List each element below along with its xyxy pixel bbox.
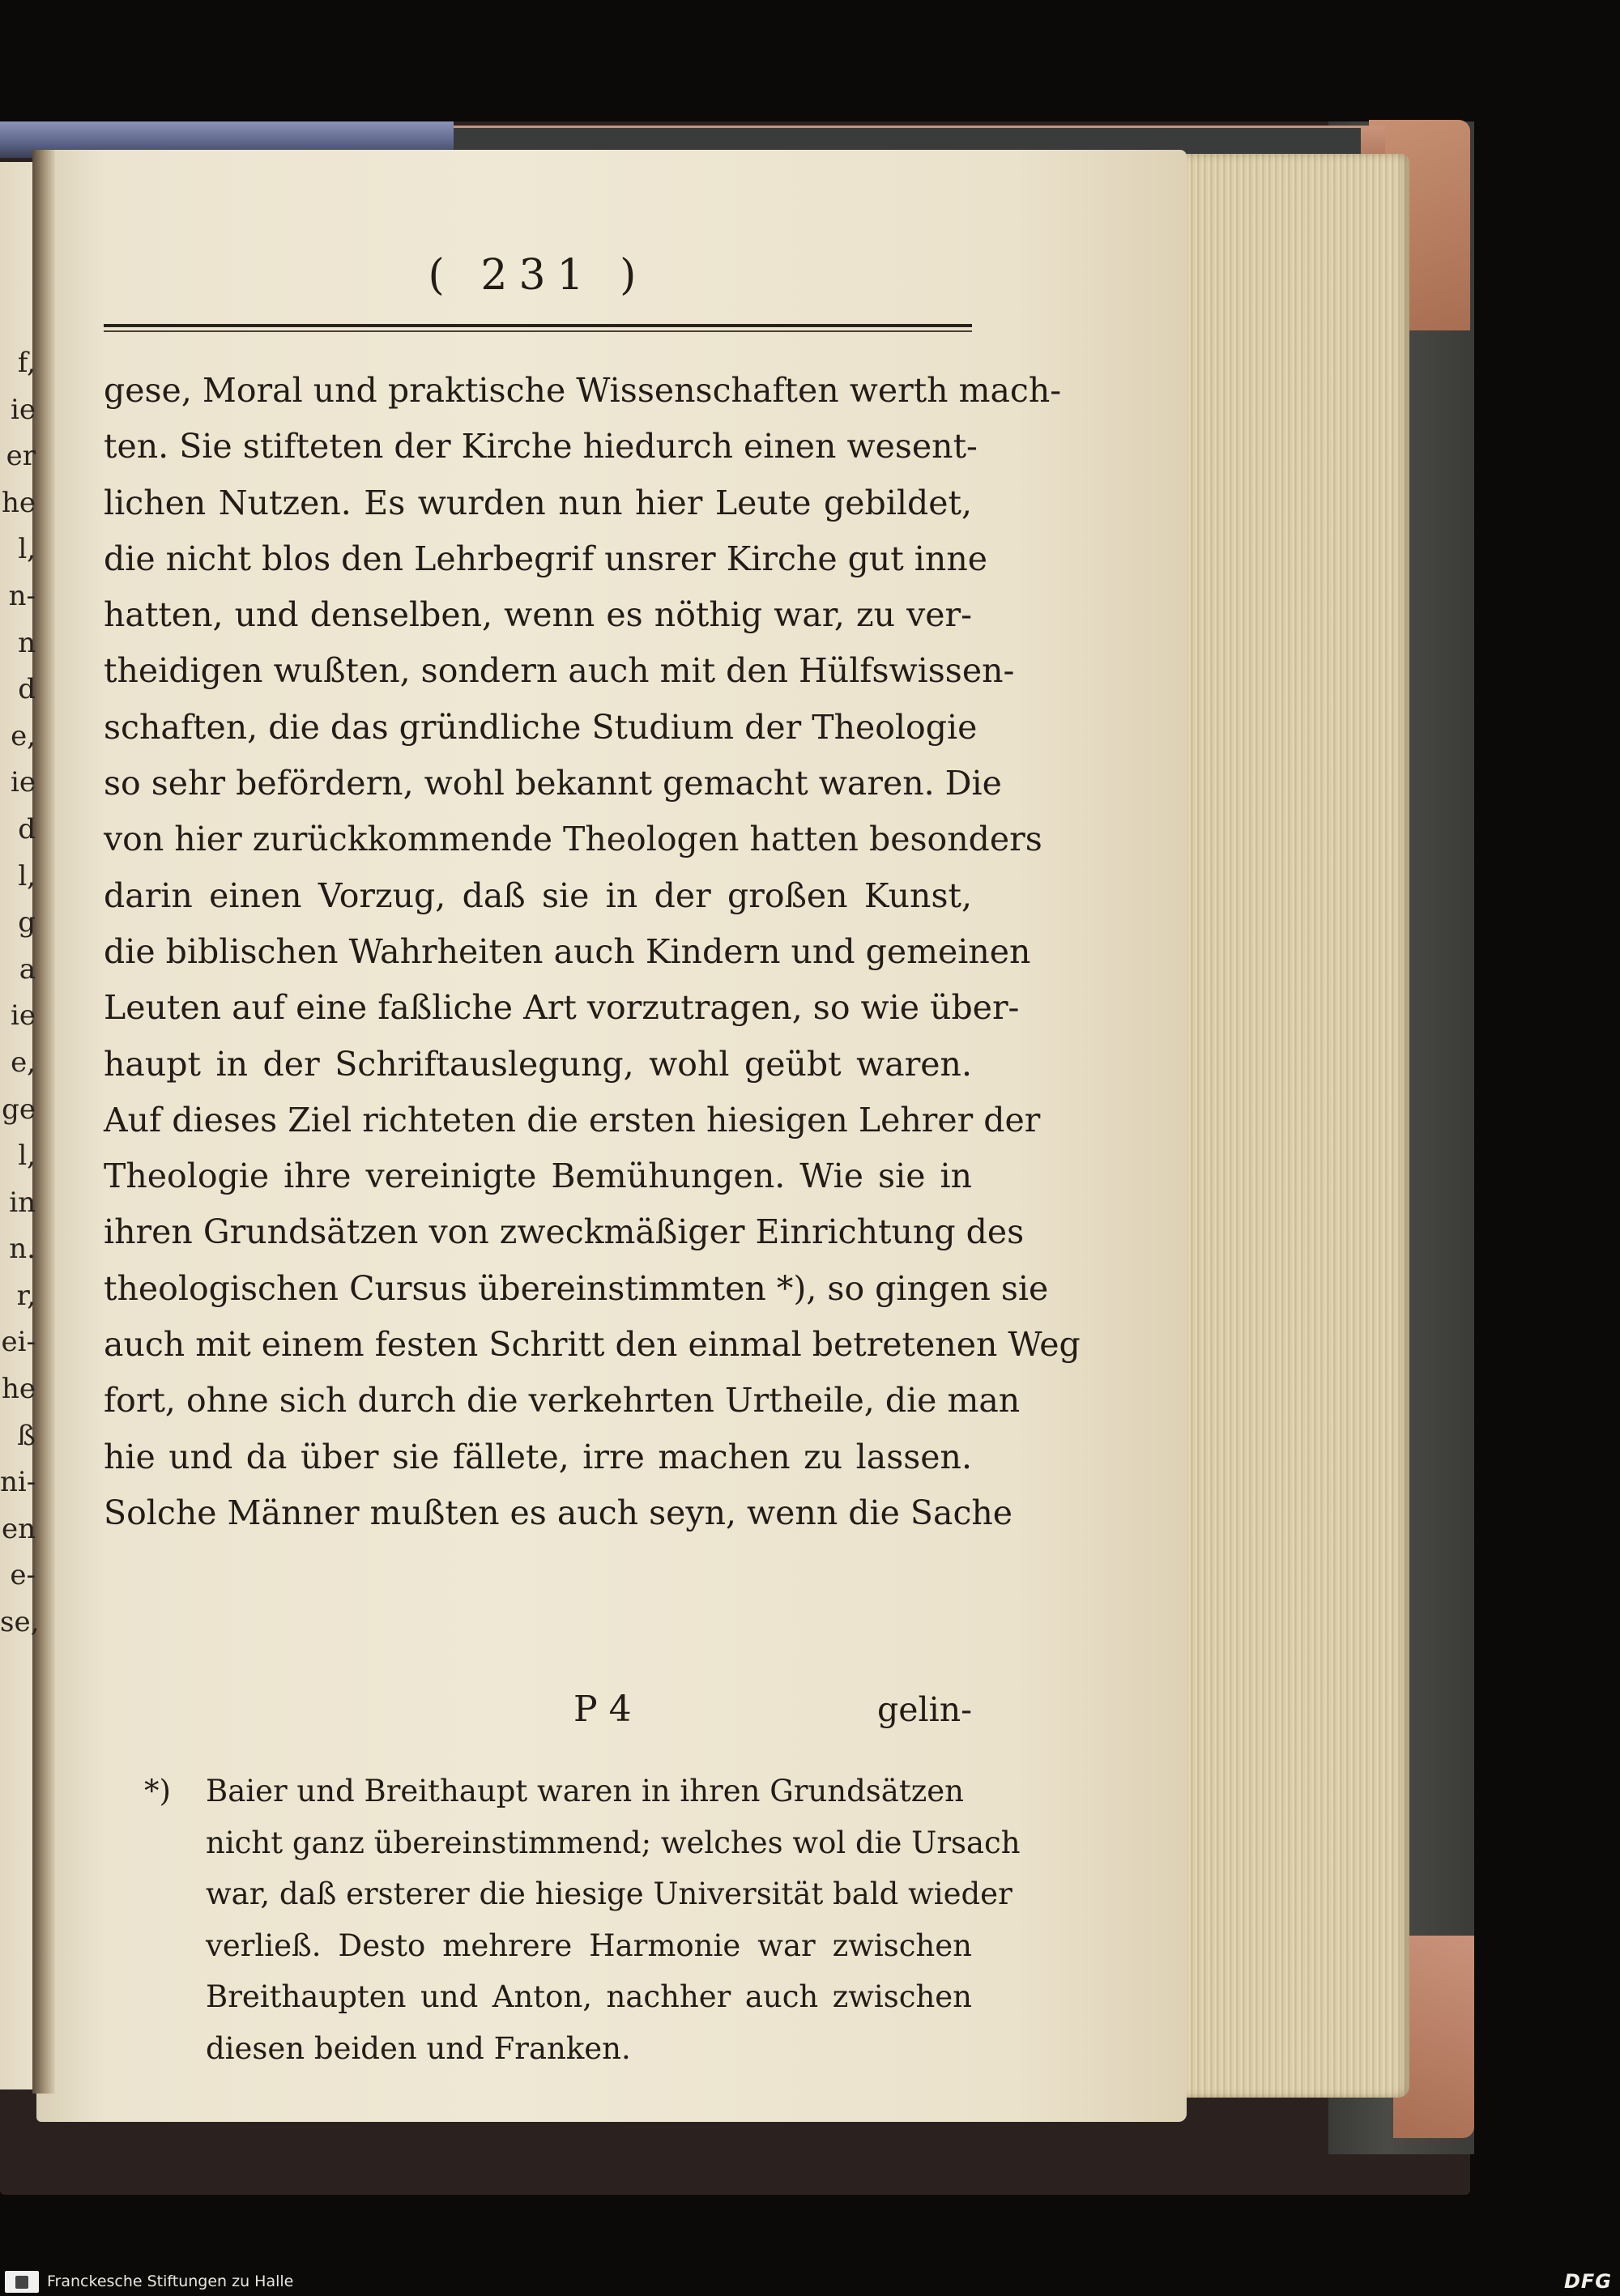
text-line: Auf dieses Ziel richteten die ersten hiesigen Lehrer der (104, 1100, 1041, 1139)
text-line: theidigen wußten, sondern auch mit den Hülfswissen- (104, 651, 1015, 691)
viewer-footer (0, 2268, 1620, 2296)
text-line: ihren Grundsätzen von zweckmäßiger Einrichtung des (104, 1212, 1025, 1252)
left-page-fragment: er (6, 440, 36, 473)
left-page-fragment: e- (10, 1559, 36, 1592)
footnote-line (144, 1766, 972, 1817)
left-page-fragment: e, (11, 1046, 36, 1079)
text-line: haupt in der Schriftauslegung, wohl geübt waren. (104, 1044, 972, 1084)
left-page-fragment: en (1, 1512, 36, 1545)
left-page-fragment: ie (11, 766, 36, 799)
left-page-fragment: l, (18, 859, 36, 892)
left-page-fragment: f, (17, 347, 36, 379)
left-page-fragment: he (1, 1373, 36, 1406)
left-page-fragment: n. (9, 1233, 36, 1266)
left-page-fragment: ß (17, 1419, 36, 1452)
left-page-fragment: l, (18, 533, 36, 566)
text-line: hie und da über sie fällete, irre machen zu lassen. (104, 1437, 972, 1476)
left-page-fragment: d (18, 673, 36, 706)
text-line: die nicht blos den Lehrbegrif unsrer Kirche gut inne (104, 539, 987, 578)
text-line: auch mit einem festen Schritt den einmal betretenen Weg (104, 1325, 1081, 1365)
left-page-fragment: ni- (0, 1466, 36, 1499)
text-line: von hier zurückkommende Theologen hatten besonders (104, 820, 1042, 859)
left-page-fragment: a (19, 952, 36, 986)
left-page-fragment: ie (11, 393, 36, 426)
text-line: so sehr befördern, wohl bekannt gemacht waren. Die (104, 764, 1002, 803)
text-line: schaften, die das gründliche Studium der Theologie (104, 707, 978, 747)
text-line: fort, ohne sich durch die verkehrten Urtheile, die man (104, 1381, 1021, 1421)
text-line: ten. Sie stifteten der Kirche hiedurch einen wesent- (104, 427, 978, 466)
footnote-line: Breithaupten und Anton, nachher auch zwischen (206, 1979, 972, 2014)
text-line: Leuten auf eine faßliche Art vorzutragen, so wie über- (104, 988, 1020, 1028)
institution-name: Franckesche Stiftungen zu Halle (47, 2273, 294, 2290)
text-line: hatten, und denselben, wenn es nöthig war, zu ver- (104, 595, 972, 635)
signature-row (104, 1681, 972, 1738)
left-page-fragment: e, (11, 719, 36, 752)
left-page-fragment: d (18, 812, 36, 846)
left-page-fragment: ie (11, 999, 36, 1033)
footnote-text: Baier und Breithaupt waren in ihren Grundsätzen (206, 1774, 964, 1808)
left-page-fragment: se, (0, 1606, 40, 1639)
left-page-text-fragments (0, 340, 40, 1646)
left-page-fragment: ge (2, 1093, 36, 1126)
left-page-fragment: n (18, 626, 36, 659)
left-page-fragment: l, (18, 1139, 36, 1173)
text-line: die biblischen Wahrheiten auch Kindern und gemeinen (104, 931, 1031, 971)
left-page-fragment: n- (8, 579, 36, 612)
footnote-line: verließ. Desto mehrere Harmonie war zwischen (206, 1928, 972, 1963)
footnote-line: diesen beiden und Franken. (206, 2030, 631, 2066)
text-line: Solche Männer mußten es auch seyn, wenn die Sache (104, 1493, 1013, 1532)
text-line: gese, Moral und praktische Wissenschaften werth mach- (104, 371, 1062, 410)
text-line: Theologie ihre vereinigte Bemühungen. Wie sie in (104, 1157, 972, 1196)
footnote-marker: *) (144, 1774, 171, 1808)
header-rule-thin (104, 330, 972, 332)
page-edges-stack (1174, 154, 1409, 2098)
footnote-line: war, daß ersterer die hiesige Universität bald wieder (206, 1876, 1013, 1911)
text-line: lichen Nutzen. Es wurden nun hier Leute gebildet, (104, 483, 972, 522)
footnote (144, 1766, 1021, 2074)
left-page-fragment: r, (16, 1279, 36, 1312)
institution-logo-icon (5, 2271, 39, 2293)
text-line: darin einen Vorzug, daß sie in der großen Kunst, (104, 875, 972, 915)
left-page-fragment: ei- (1, 1326, 36, 1359)
left-page-fragment: in (9, 1186, 36, 1219)
dfg-logo: DFG (1563, 2270, 1612, 2293)
left-page-fragment: he (1, 486, 36, 519)
signature-mark: P 4 (573, 1689, 632, 1730)
left-page-fragment: g (18, 906, 36, 939)
catchword: gelin- (877, 1690, 972, 1729)
page-number: ( 231 ) (428, 251, 648, 300)
body-text (104, 363, 1081, 1541)
text-line: theologischen Cursus übereinstimmten *), so gingen sie (104, 1268, 1049, 1308)
header-rule (104, 324, 972, 327)
footnote-line: nicht ganz übereinstimmend; welches wol die Ursach (206, 1825, 1021, 1860)
